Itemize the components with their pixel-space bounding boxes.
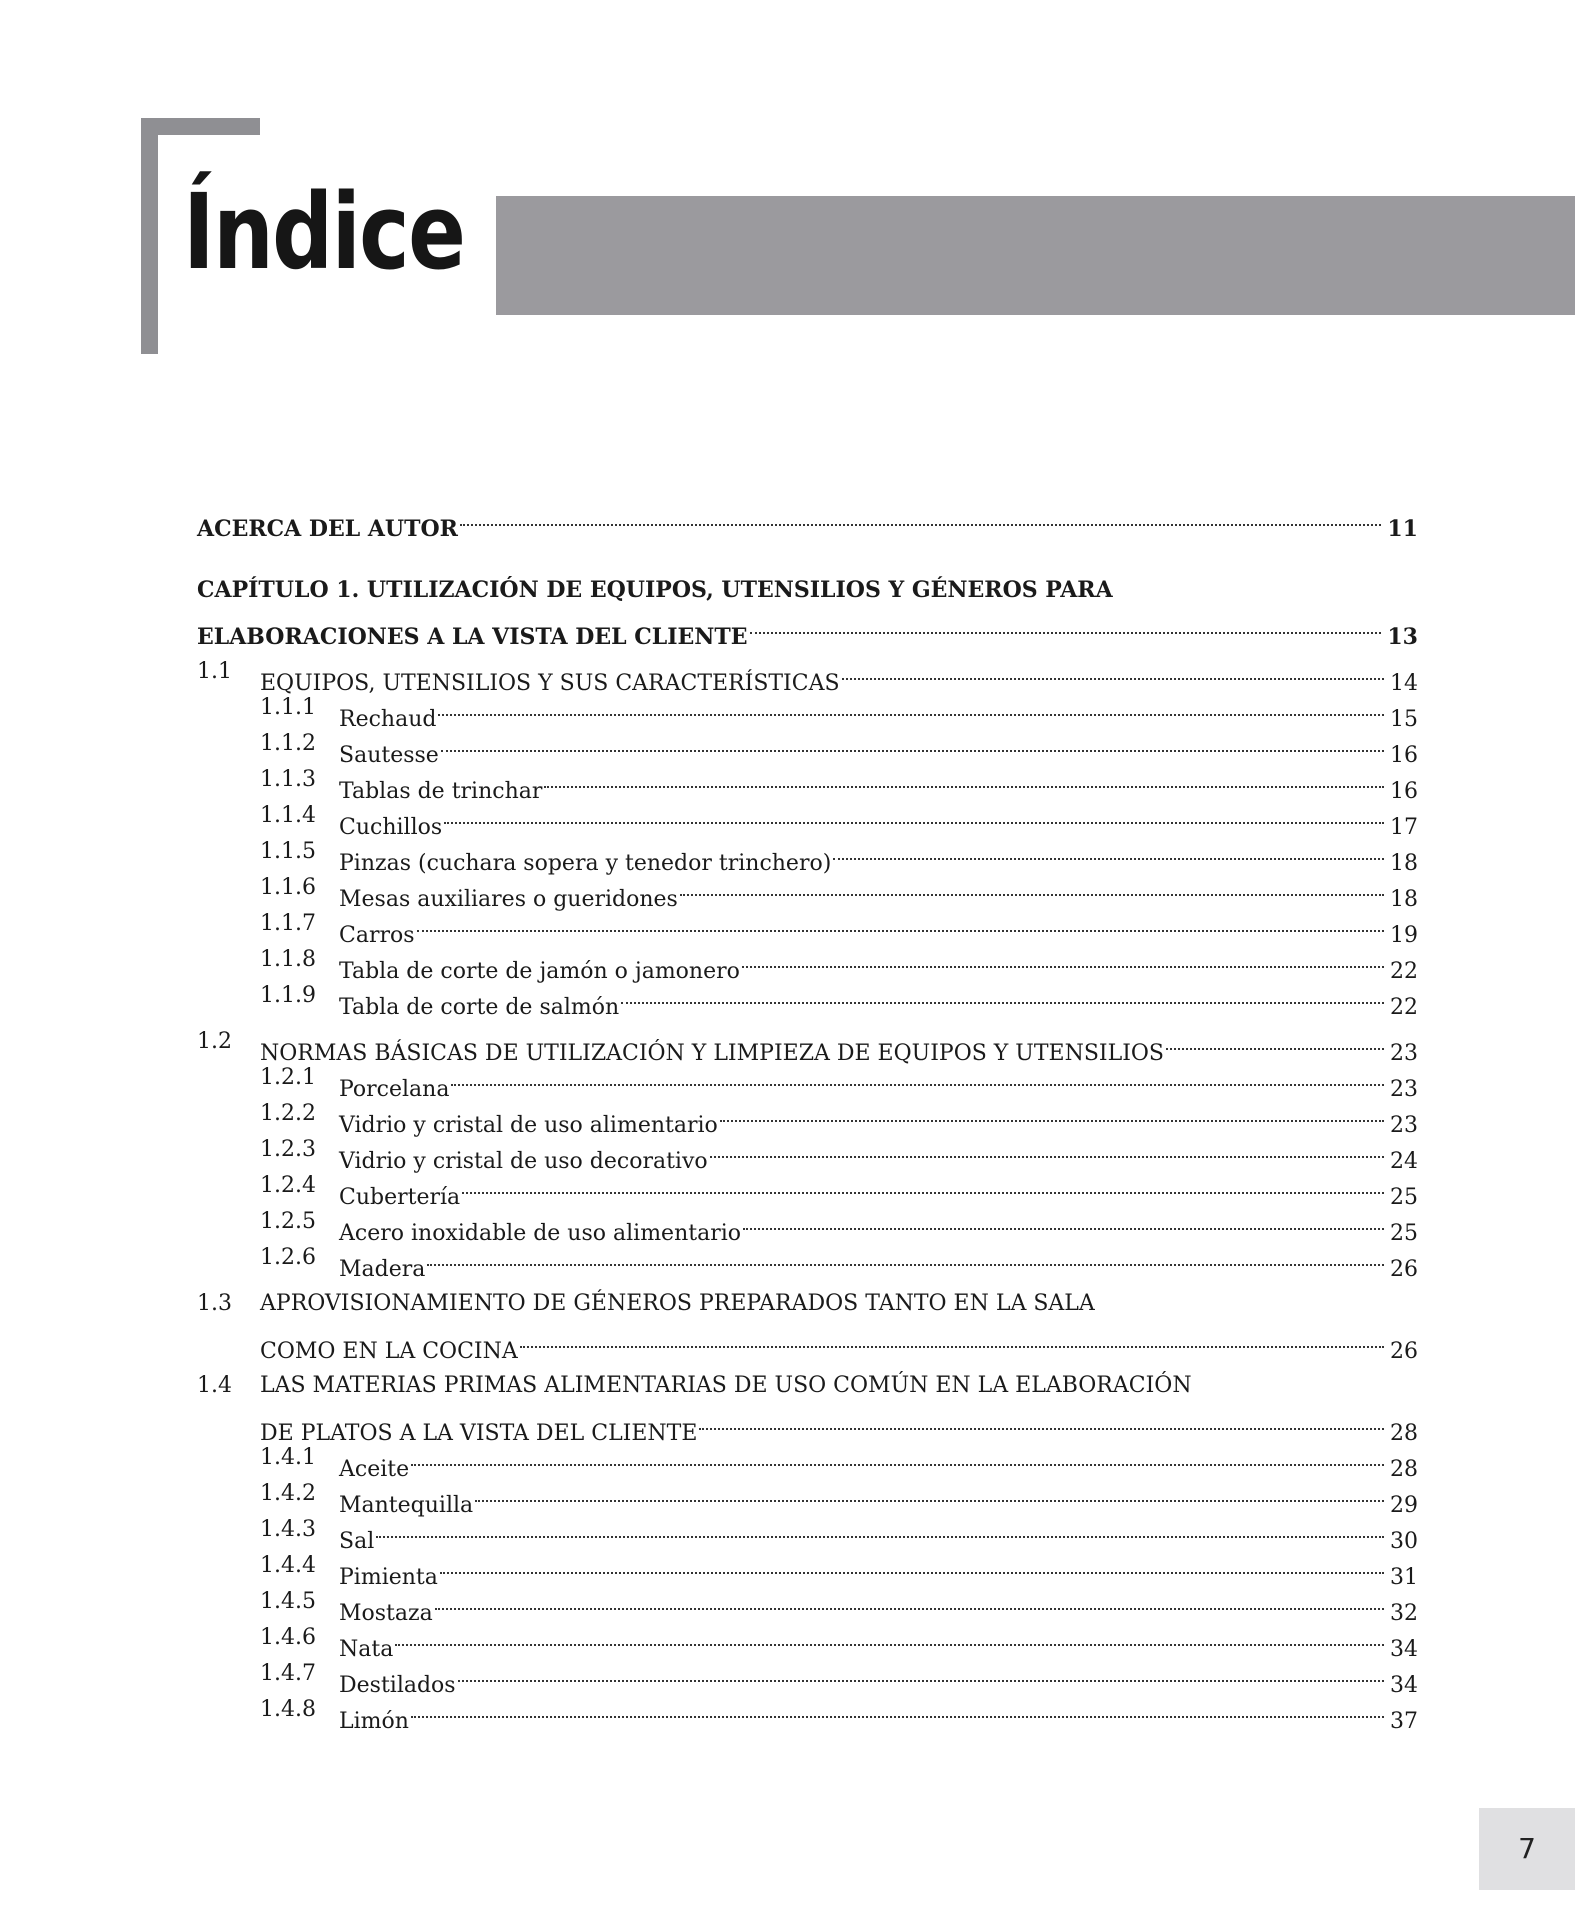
toc-entry-page: 18 xyxy=(1390,887,1418,912)
toc-entry-section-1-3[interactable] xyxy=(197,1286,1418,1364)
page-number-box xyxy=(1479,1808,1575,1890)
toc-entry-label: ACERCA DEL AUTOR xyxy=(197,516,458,542)
toc-entry-label-line1: LAS MATERIAS PRIMAS ALIMENTARIAS DE USO COMÚN EN LA ELABORACIÓN xyxy=(260,1373,1192,1398)
toc-entry-page: 14 xyxy=(1390,671,1418,696)
toc-entry-number: 1.2.4 xyxy=(260,1173,316,1198)
toc-entry-number: 1.4 xyxy=(197,1373,232,1398)
toc-entry-number: 1.1.3 xyxy=(260,767,316,792)
toc-entry-label: Vidrio y cristal de uso alimentario xyxy=(339,1113,718,1138)
toc-entry-section-1-1[interactable] xyxy=(197,654,1418,696)
toc-entry-label: Limón xyxy=(339,1709,409,1734)
leader-dots xyxy=(438,690,1384,726)
toc-entry-page: 30 xyxy=(1390,1529,1418,1554)
toc-entry-number: 1.4.5 xyxy=(260,1589,316,1614)
toc-entry-label: Nata xyxy=(339,1637,394,1662)
toc-entry-number: 1.2.1 xyxy=(260,1065,316,1090)
toc-entry-page: 25 xyxy=(1390,1185,1418,1210)
toc-entry-label: Mantequilla xyxy=(339,1493,474,1518)
leader-dots xyxy=(376,1512,1384,1548)
toc-entry-label: Mostaza xyxy=(339,1601,433,1626)
toc-entry-1-1-5[interactable] xyxy=(197,834,1418,876)
toc-entry-number: 1.1.2 xyxy=(260,731,316,756)
toc-entry-label: Pimienta xyxy=(339,1565,438,1590)
leader-dots xyxy=(441,726,1384,762)
toc-entry-1-4-6[interactable] xyxy=(197,1620,1418,1662)
toc-entry-1-1-3[interactable] xyxy=(197,762,1418,804)
leader-dots xyxy=(842,654,1384,690)
toc-entry-chapter-1[interactable] xyxy=(197,572,1418,650)
toc-entry-label: Madera xyxy=(339,1257,426,1282)
leader-dots xyxy=(742,942,1384,978)
toc-entry-1-4-3[interactable] xyxy=(197,1512,1418,1554)
toc-entry-page: 22 xyxy=(1390,959,1418,984)
leader-dots xyxy=(833,834,1384,870)
toc-entry-number: 1.2.6 xyxy=(260,1245,316,1270)
toc-entry-number: 1.1.4 xyxy=(260,803,316,828)
toc-entry-page: 34 xyxy=(1390,1637,1418,1662)
leader-dots xyxy=(699,1404,1384,1440)
toc-entry-1-4-1[interactable] xyxy=(197,1440,1418,1482)
toc-entry-number: 1.1.1 xyxy=(260,695,316,720)
toc-entry-label: NORMAS BÁSICAS DE UTILIZACIÓN Y LIMPIEZA DE EQUIPOS Y UTENSILIOS xyxy=(260,1041,1164,1066)
toc-entry-1-4-7[interactable] xyxy=(197,1656,1418,1698)
toc-entry-page: 31 xyxy=(1390,1565,1418,1590)
title-bracket-horizontal xyxy=(141,118,260,135)
toc-entry-page: 34 xyxy=(1390,1673,1418,1698)
leader-dots xyxy=(395,1620,1384,1656)
leader-dots xyxy=(427,1240,1384,1276)
title-bar xyxy=(496,196,1575,315)
toc-entry-number: 1.4.4 xyxy=(260,1553,316,1578)
toc-entry-label: Sautesse xyxy=(339,743,439,768)
toc-entry-page: 11 xyxy=(1387,516,1418,542)
toc-entry-label: Pinzas (cuchara sopera y tenedor trinchero) xyxy=(339,851,832,876)
toc-entry-label: Vidrio y cristal de uso decorativo xyxy=(339,1149,708,1174)
toc-entry-page: 22 xyxy=(1390,995,1418,1020)
leader-dots xyxy=(743,1204,1384,1240)
toc-entry-author[interactable] xyxy=(197,500,1418,542)
toc-entry-1-1-2[interactable] xyxy=(197,726,1418,768)
toc-entry-page: 26 xyxy=(1390,1339,1418,1364)
toc-entry-label-line2: ELABORACIONES A LA VISTA DEL CLIENTE xyxy=(197,624,748,650)
toc-entry-page: 16 xyxy=(1390,779,1418,804)
toc-entry-1-1-6[interactable] xyxy=(197,870,1418,912)
toc-entry-1-2-4[interactable] xyxy=(197,1168,1418,1210)
toc-entry-number: 1.4.7 xyxy=(260,1661,316,1686)
page-title: Índice xyxy=(183,171,465,293)
toc-entry-number: 1.4.8 xyxy=(260,1697,316,1722)
toc-entry-page: 24 xyxy=(1390,1149,1418,1174)
toc-entry-number: 1.1.6 xyxy=(260,875,316,900)
toc-entry-page: 26 xyxy=(1390,1257,1418,1282)
toc-entry-page: 37 xyxy=(1390,1709,1418,1734)
toc-entry-page: 23 xyxy=(1390,1041,1418,1066)
toc-entry-1-1-9[interactable] xyxy=(197,978,1418,1020)
toc-entry-1-1-8[interactable] xyxy=(197,942,1418,984)
toc-entry-number: 1.2 xyxy=(197,1029,232,1054)
leader-dots xyxy=(451,1060,1384,1096)
toc-entry-label-line1: APROVISIONAMIENTO DE GÉNEROS PREPARADOS TANTO EN LA SALA xyxy=(260,1291,1095,1316)
toc-entry-page: 16 xyxy=(1390,743,1418,768)
toc-entry-1-2-3[interactable] xyxy=(197,1132,1418,1174)
leader-dots xyxy=(750,608,1382,644)
toc-entry-number: 1.4.6 xyxy=(260,1625,316,1650)
leader-dots xyxy=(417,906,1384,942)
toc-entry-label: Acero inoxidable de uso alimentario xyxy=(339,1221,741,1246)
leader-dots xyxy=(462,1168,1384,1204)
leader-dots xyxy=(720,1096,1384,1132)
leader-dots xyxy=(475,1476,1384,1512)
table-of-contents xyxy=(197,500,1418,1734)
toc-entry-page: 23 xyxy=(1390,1077,1418,1102)
toc-entry-number: 1.1.5 xyxy=(260,839,316,864)
toc-entry-label: Carros xyxy=(339,923,415,948)
title-bracket-vertical xyxy=(141,118,158,354)
toc-entry-number: 1.4.1 xyxy=(260,1445,316,1470)
leader-dots xyxy=(520,1322,1384,1358)
toc-entry-1-2-2[interactable] xyxy=(197,1096,1418,1138)
toc-entry-page: 32 xyxy=(1390,1601,1418,1626)
toc-entry-page: 29 xyxy=(1390,1493,1418,1518)
leader-dots xyxy=(440,1548,1384,1584)
toc-entry-section-1-2[interactable] xyxy=(197,1024,1418,1066)
toc-entry-number: 1.4.2 xyxy=(260,1481,316,1506)
toc-entry-label-line1: CAPÍTULO 1. UTILIZACIÓN DE EQUIPOS, UTENSILIOS Y GÉNEROS PARA xyxy=(197,577,1113,603)
leader-dots xyxy=(544,762,1384,798)
toc-entry-1-4-2[interactable] xyxy=(197,1476,1418,1518)
toc-entry-label: Aceite xyxy=(339,1457,410,1482)
toc-entry-number: 1.3 xyxy=(197,1291,232,1316)
toc-entry-page: 19 xyxy=(1390,923,1418,948)
toc-entry-number: 1.1.9 xyxy=(260,983,316,1008)
toc-entry-1-2-1[interactable] xyxy=(197,1060,1418,1102)
toc-entry-number: 1.2.2 xyxy=(260,1101,316,1126)
leader-dots xyxy=(710,1132,1384,1168)
toc-entry-label: EQUIPOS, UTENSILIOS Y SUS CARACTERÍSTICAS xyxy=(260,671,840,696)
toc-entry-number: 1.1 xyxy=(197,659,232,684)
toc-entry-label: Sal xyxy=(339,1529,375,1554)
toc-entry-number: 1.4.3 xyxy=(260,1517,316,1542)
toc-entry-section-1-4[interactable] xyxy=(197,1368,1418,1446)
page-number: 7 xyxy=(1518,1832,1536,1865)
toc-entry-page: 25 xyxy=(1390,1221,1418,1246)
leader-dots xyxy=(411,1440,1384,1476)
leader-dots xyxy=(444,798,1384,834)
toc-entry-number: 1.2.3 xyxy=(260,1137,316,1162)
toc-entry-1-4-8[interactable] xyxy=(197,1692,1418,1734)
toc-entry-label: Tablas de trinchar xyxy=(339,779,543,804)
leader-dots xyxy=(1166,1024,1384,1060)
toc-entry-number: 1.1.7 xyxy=(260,911,316,936)
toc-entry-number: 1.1.8 xyxy=(260,947,316,972)
toc-entry-label: Rechaud xyxy=(339,707,437,732)
toc-entry-label: Mesas auxiliares o gueridones xyxy=(339,887,678,912)
toc-entry-label: Destilados xyxy=(339,1673,456,1698)
toc-entry-page: 17 xyxy=(1390,815,1418,840)
toc-entry-1-4-4[interactable] xyxy=(197,1548,1418,1590)
toc-entry-1-4-5[interactable] xyxy=(197,1584,1418,1626)
toc-entry-label: Tabla de corte de jamón o jamonero xyxy=(339,959,740,984)
toc-entry-1-1-4[interactable] xyxy=(197,798,1418,840)
leader-dots xyxy=(680,870,1384,906)
toc-entry-label: Cuchillos xyxy=(339,815,443,840)
toc-entry-page: 18 xyxy=(1390,851,1418,876)
toc-entry-label-line2: DE PLATOS A LA VISTA DEL CLIENTE xyxy=(260,1421,698,1446)
toc-entry-1-1-7[interactable] xyxy=(197,906,1418,948)
toc-entry-label: Tabla de corte de salmón xyxy=(339,995,620,1020)
toc-entry-label-line2: COMO EN LA COCINA xyxy=(260,1339,518,1364)
toc-entry-label: Cubertería xyxy=(339,1185,461,1210)
leader-dots xyxy=(460,500,1381,536)
leader-dots xyxy=(411,1692,1384,1728)
toc-entry-page: 15 xyxy=(1390,707,1418,732)
toc-entry-page: 28 xyxy=(1390,1457,1418,1482)
toc-entry-number: 1.2.5 xyxy=(260,1209,316,1234)
toc-entry-page: 28 xyxy=(1390,1421,1418,1446)
toc-entry-label: Porcelana xyxy=(339,1077,450,1102)
leader-dots xyxy=(435,1584,1384,1620)
leader-dots xyxy=(458,1656,1384,1692)
toc-entry-page: 13 xyxy=(1387,624,1418,650)
toc-entry-1-1-1[interactable] xyxy=(197,690,1418,732)
leader-dots xyxy=(621,978,1384,1014)
toc-entry-page: 23 xyxy=(1390,1113,1418,1138)
toc-entry-1-2-5[interactable] xyxy=(197,1204,1418,1246)
toc-entry-1-2-6[interactable] xyxy=(197,1240,1418,1282)
